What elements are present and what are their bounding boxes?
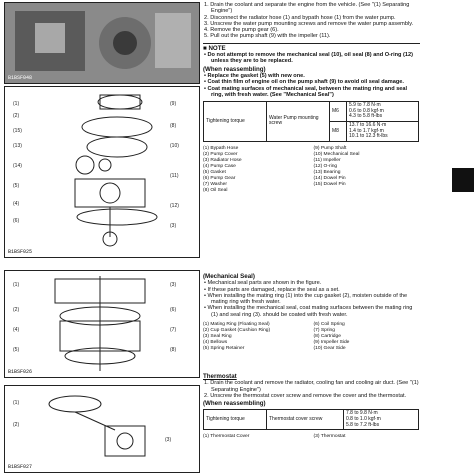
svg-text:(8): (8) (170, 123, 177, 129)
mechanical-seal-diagram (5, 271, 199, 377)
reassembling-title: (When reassembling) (203, 65, 266, 73)
thermostat-steps (203, 380, 420, 399)
part-item: (5) Spring Retainer (203, 346, 245, 352)
step: 5. Pull out the pump shaft (9) with the impeller (11). (204, 33, 331, 40)
svg-text:(15): (15) (13, 128, 22, 134)
mechanical-seal-section (203, 272, 420, 353)
water-pump-section (203, 2, 420, 194)
reassembling-item: • Replace the gasket (5) with new one. (204, 72, 305, 79)
part-item: (6) Coil Spring (313, 322, 345, 328)
svg-text:(2): (2) (13, 422, 20, 428)
svg-text:(13): (13) (13, 143, 22, 149)
torque-item: Water Pump mounting screw (267, 102, 330, 142)
part-item: (6) Pump Gear (203, 176, 236, 182)
part-item: (9) Impeller Side (313, 340, 350, 346)
svg-text:(12): (12) (170, 203, 179, 209)
figure-mechanical-seal (4, 270, 200, 378)
torque-label: Tightening torque (204, 410, 267, 430)
reassembling-item: • Coat thin film of engine oil on the pump shaft (9) to avoid oil seal damage. (204, 79, 404, 86)
thermostat-diagram (5, 386, 199, 472)
part-item: (7) Washer (203, 182, 228, 188)
svg-text:(4): (4) (13, 201, 20, 207)
part-item: (1) Bypath Hose (203, 145, 239, 151)
part-item: (3) Seal Ring (203, 334, 232, 340)
thermostat-parts-list (203, 434, 420, 440)
seal-item: • When installing the mating ring (1) into the cup gasket (2), moisten outside of the mating ring with fresh water. (204, 292, 408, 306)
part-item: (2) Cup Gasket (Cushion Ring) (203, 328, 271, 334)
seal-item: • When installing the mechanical seal, coat mating surfaces between the mating ring (1) and seal ring (3). should be coated with fresh water. (204, 305, 413, 318)
note-item: • Do not attempt to remove the mechanical seal (10), oil seal (8) and O-ring (12) unless they are to be replaced. (204, 52, 413, 65)
figure-thermostat (4, 385, 200, 473)
part-item: (13) Bearing (313, 170, 341, 176)
part-item: (5) Gasket (203, 170, 226, 176)
figure-code: B1BSF048 (8, 75, 33, 81)
svg-text:(5): (5) (13, 347, 20, 353)
svg-text:(1): (1) (13, 400, 20, 406)
svg-text:(4): (4) (13, 327, 20, 333)
part-item: (15) Dowel Pin (313, 182, 346, 188)
step: 2. Disconnect the radiator hose (1) and bypath hose (1) from the water pump. (204, 14, 396, 21)
svg-text:(5): (5) (13, 183, 20, 189)
part-item: (11) Impeller (313, 157, 341, 163)
step: 2. Unscrew the thermostat cover screw and remove the cover and the thermostat. (204, 392, 407, 399)
note-list (203, 52, 420, 65)
svg-text:(7): (7) (170, 327, 177, 333)
seal-item: • If these parts are damaged, replace the seal as a set. (204, 286, 340, 293)
step: 1. Drain the coolant and remove the radiator, cooling fan and cooling air duct. (See "(1) Separating Engine") (204, 380, 419, 393)
torque-value: 5.9 to 7.8 N·m 0.6 to 0.8 kgf·m 4.3 to 5.8 ft-lbs (347, 102, 419, 122)
reassembling-list (203, 73, 420, 98)
thermostat-torque-table (203, 409, 419, 430)
figure-code: B1BSF027 (8, 464, 33, 470)
svg-text:(2): (2) (13, 307, 20, 313)
part-item: (1) Thermostat Cover (203, 434, 250, 440)
part-item: (3) Radiator Hose (203, 157, 242, 163)
svg-text:(2): (2) (13, 113, 20, 119)
step: 3. Unscrew the water pump mounting screws and remove the water pump assembly. (204, 20, 414, 27)
torque-item: Thermostat cover screw (267, 410, 344, 430)
mechanical-seal-parts-list (203, 322, 420, 352)
svg-text:(3): (3) (165, 437, 172, 443)
part-item: (4) Pump Case (203, 164, 236, 169)
figure-code: B1BSF026 (8, 369, 33, 375)
figure-code: B1BSF025 (8, 249, 33, 255)
part-item: (8) Cartridge (313, 334, 341, 340)
part-item: (9) Pump Shaft (313, 145, 347, 151)
water-pump-parts-list (203, 146, 420, 195)
divider (203, 43, 420, 44)
part-item: (10) Gear Side (313, 346, 346, 352)
svg-text:(3): (3) (170, 282, 177, 288)
reassembling-item: • Coat mating surfaces of mechanical seal, between the mating ring and seal ring, with fresh water. (See "Mechanical Seal") (204, 85, 408, 98)
seal-item: • Mechanical seal parts are shown in the figure. (204, 280, 322, 287)
mechanical-seal-list (203, 280, 420, 318)
step: 1. Drain the coolant and separate the engine from the vehicle. (See "(1) Separating Engine") (204, 2, 410, 15)
svg-text:(1): (1) (13, 282, 20, 288)
torque-value: 7.8 to 9.8 N·m 0.8 to 1.0 kgf·m 5.8 to 7.2 ft-lbs (344, 410, 419, 430)
part-item: (10) Mechanical Seal (313, 151, 360, 157)
torque-size: M8 (330, 121, 347, 141)
figure-water-pump-exploded (4, 86, 200, 258)
torque-label: Tightening torque (204, 102, 267, 142)
svg-text:(8): (8) (170, 347, 177, 353)
svg-text:(9): (9) (170, 101, 177, 107)
thermostat-title: Thermostat (203, 373, 237, 380)
step: 4. Remove the pump gear (6). (204, 27, 279, 34)
part-item: (7) Spring (313, 328, 335, 334)
part-item: (8) Oil Seal (203, 188, 228, 194)
part-item: (2) Pump Cover (203, 151, 238, 157)
svg-text:(6): (6) (13, 218, 20, 224)
water-pump-steps (203, 2, 420, 40)
svg-text:(10): (10) (170, 143, 179, 149)
note-title: ■ NOTE (203, 44, 226, 52)
part-item: (4) Bellows (203, 340, 228, 346)
water-pump-photo-illustration (5, 3, 199, 83)
svg-text:(1): (1) (13, 101, 20, 107)
section-tab-marker (452, 168, 474, 192)
figure-water-pump-photo (4, 2, 200, 84)
part-item: (14) Dowel Pin (313, 176, 346, 182)
water-pump-torque-table (203, 101, 419, 142)
svg-text:(11): (11) (170, 173, 179, 179)
mechanical-seal-title: (Mechanical Seal) (203, 273, 255, 280)
part-item: (12) O-ring (313, 164, 338, 169)
svg-text:(6): (6) (170, 307, 177, 313)
svg-text:(3): (3) (170, 223, 177, 229)
part-item: (1) Mating Ring (Floating Seal) (203, 322, 270, 328)
part-item: (3) Thermostat (313, 434, 346, 440)
svg-text:(14): (14) (13, 163, 22, 169)
torque-value: 13.7 to 16.6 N·m 1.4 to 1.7 kgf·m 10.1 to 12.3 ft-lbs (347, 121, 419, 141)
reassembling-title: (When reassembling) (203, 400, 266, 408)
thermostat-section (203, 372, 420, 440)
torque-size: M6 (330, 102, 347, 122)
water-pump-exploded-diagram (5, 87, 199, 257)
